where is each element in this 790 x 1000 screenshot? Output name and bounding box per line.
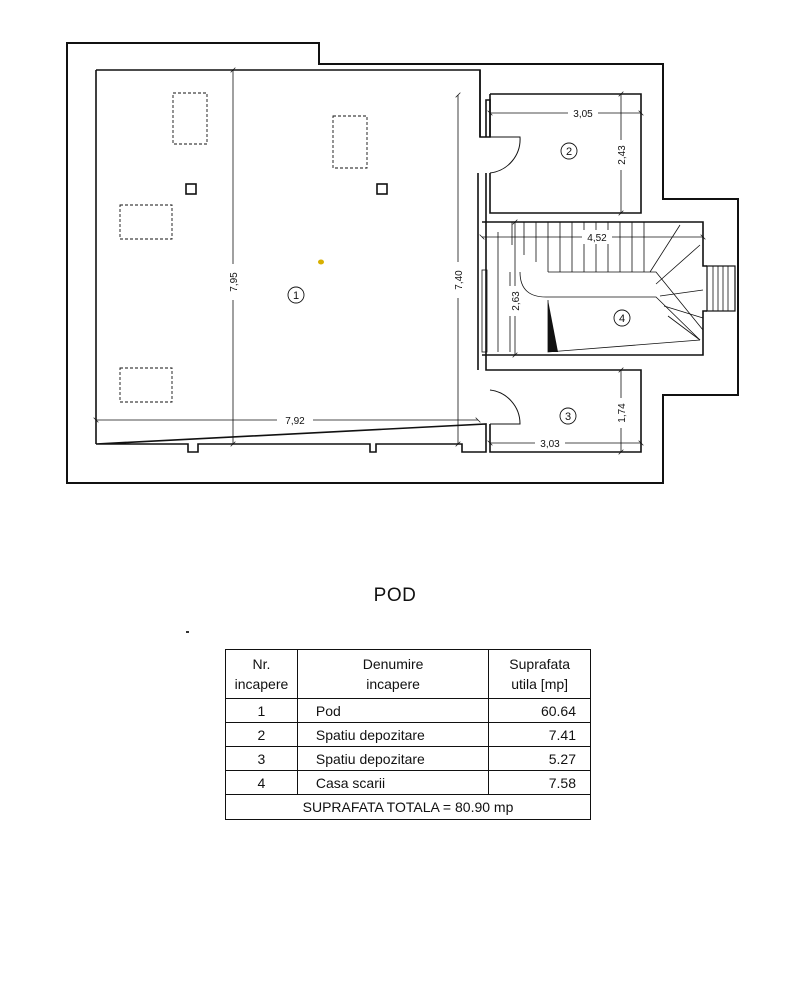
dim-room2-width: 3,05 — [573, 109, 593, 120]
room-4-number: 4 — [618, 313, 626, 325]
cell-room-area: 60.64 — [489, 699, 591, 723]
skylight — [173, 93, 207, 144]
stair-landing-shade — [548, 300, 558, 352]
cell-room-area: 7.41 — [489, 723, 591, 747]
dim-stair-width: 4,52 — [587, 233, 607, 244]
table-header-row — [226, 650, 591, 699]
exit-steps — [713, 266, 728, 311]
cell-room-number: 2 — [226, 723, 298, 747]
room-2-number: 2 — [565, 146, 573, 158]
pillar — [377, 184, 387, 194]
cell-room-number: 4 — [226, 771, 298, 795]
cell-room-name: Spatiu depozitare — [297, 723, 488, 747]
skylights — [120, 93, 367, 402]
dim-room3-width: 3,03 — [540, 439, 560, 450]
table-row — [226, 723, 591, 747]
room-1-number: 1 — [292, 290, 300, 302]
plan-title: POD — [373, 585, 417, 606]
dim-stair-height: 2,63 — [511, 291, 522, 311]
room-1-wall-lines — [96, 70, 480, 444]
header-room-number: Nr. incapere — [226, 650, 298, 699]
total-area: SUPRAFATA TOTALA = 80.90 mp — [226, 795, 591, 820]
room-3-number: 3 — [564, 411, 572, 423]
header-room-area: Suprafata utila [mp] — [489, 650, 591, 699]
cell-room-area: 5.27 — [489, 747, 591, 771]
cell-room-name: Spatiu depozitare — [297, 747, 488, 771]
header-room-name: Denumire incapere — [297, 650, 488, 699]
cell-room-number: 3 — [226, 747, 298, 771]
skylight — [120, 368, 172, 402]
dim-room2-height: 2,43 — [617, 145, 628, 165]
skylight — [120, 205, 172, 239]
room-schedule-table — [225, 649, 591, 820]
dim-room3-height: 1,74 — [617, 403, 628, 423]
stair-exit — [707, 266, 735, 311]
dim-room1-height-right: 7,40 — [454, 270, 465, 290]
table-row — [226, 747, 591, 771]
table-total-row — [226, 795, 591, 820]
stain-mark — [318, 260, 324, 265]
cell-room-number: 1 — [226, 699, 298, 723]
outer-wall — [67, 43, 738, 483]
cell-room-name: Pod — [297, 699, 488, 723]
door-room-3 — [490, 390, 520, 424]
room-1-outline — [96, 70, 490, 452]
skylight — [333, 116, 367, 168]
dim-room1-height-left: 7,95 — [229, 272, 240, 292]
dim-room1-width: 7,92 — [285, 416, 305, 427]
cell-room-area: 7.58 — [489, 771, 591, 795]
door-room-2 — [490, 137, 520, 173]
table-row — [226, 771, 591, 795]
pillar — [186, 184, 196, 194]
table-row — [226, 699, 591, 723]
cell-room-name: Casa scarii — [297, 771, 488, 795]
stray-mark — [186, 631, 189, 633]
